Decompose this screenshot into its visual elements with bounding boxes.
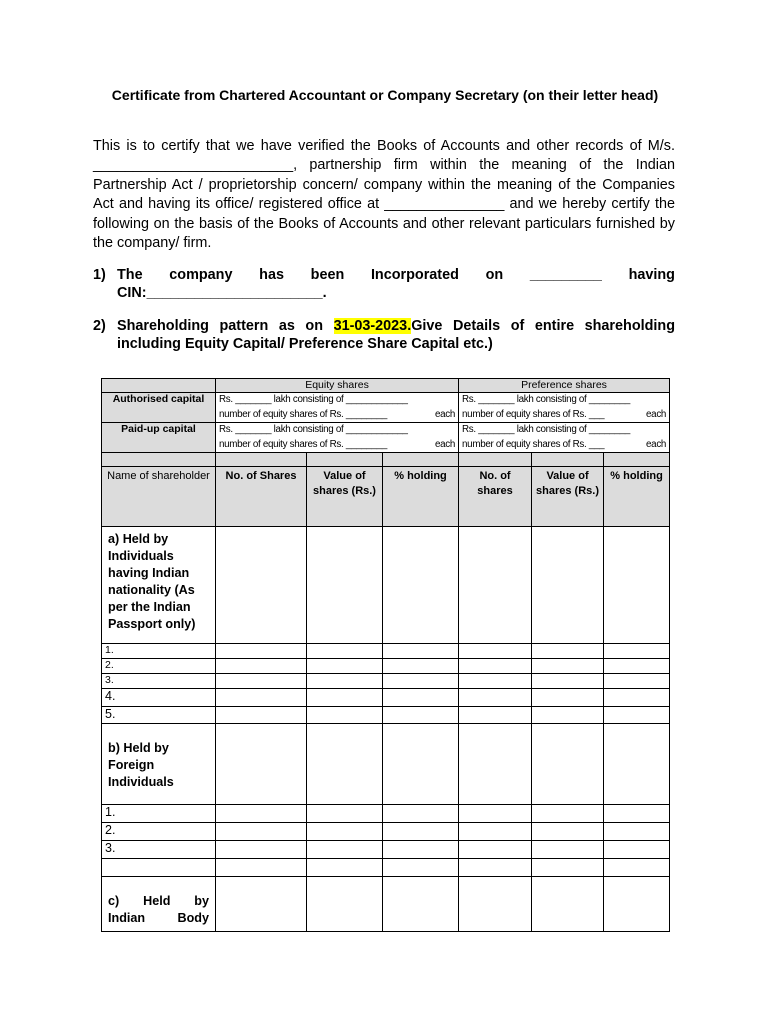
column-header-pct-equity: % holding	[383, 467, 459, 527]
section-c-word: Held	[143, 894, 171, 908]
data-cell[interactable]	[383, 823, 459, 841]
section-b-label: b) Held by Foreign Individuals	[102, 724, 216, 805]
data-cell[interactable]	[216, 659, 307, 674]
data-cell[interactable]	[532, 659, 604, 674]
table-row	[102, 674, 670, 689]
item-1-word: having	[628, 267, 675, 283]
data-cell[interactable]	[459, 707, 532, 724]
spacer-cell	[459, 453, 532, 467]
data-cell[interactable]	[216, 805, 307, 823]
authorised-equity-cell	[216, 393, 459, 423]
row-number: 3.	[102, 841, 216, 859]
data-cell[interactable]	[216, 644, 307, 659]
item-2-text	[117, 317, 675, 353]
data-cell[interactable]	[383, 877, 459, 932]
data-cell[interactable]	[216, 823, 307, 841]
authorised-equity-line2: number of equity shares of Rs. ________	[219, 408, 388, 420]
item-1-number: 1)	[93, 267, 106, 283]
row-number: 5.	[102, 707, 216, 724]
table-row	[102, 644, 670, 659]
data-cell[interactable]	[459, 805, 532, 823]
data-cell[interactable]	[459, 689, 532, 707]
data-cell[interactable]	[532, 877, 604, 932]
data-cell[interactable]	[604, 859, 670, 877]
data-cell[interactable]	[459, 823, 532, 841]
data-cell[interactable]	[604, 644, 670, 659]
data-cell[interactable]	[307, 724, 383, 805]
spacer-cell	[383, 453, 459, 467]
item-1-word: been	[310, 267, 345, 283]
data-cell[interactable]	[383, 644, 459, 659]
data-cell[interactable]	[532, 841, 604, 859]
data-cell[interactable]	[604, 823, 670, 841]
data-cell[interactable]	[216, 859, 307, 877]
data-cell[interactable]	[532, 689, 604, 707]
data-cell[interactable]	[604, 805, 670, 823]
item-1-incorporation	[93, 266, 675, 302]
data-cell[interactable]	[307, 877, 383, 932]
data-cell[interactable]	[307, 859, 383, 877]
authorised-capital-label: Authorised capital	[102, 393, 216, 423]
column-header-no-shares-pref: No. of shares	[459, 467, 532, 527]
table-row	[102, 805, 670, 823]
spacer-cell	[102, 453, 216, 467]
data-cell[interactable]	[604, 689, 670, 707]
data-cell[interactable]	[383, 659, 459, 674]
item-2-date-highlight: 31-03-2023.	[333, 318, 412, 334]
row-number: 4.	[102, 689, 216, 707]
paidup-equity-line1: Rs. _______ lakh consisting of ____________	[219, 424, 408, 435]
data-cell[interactable]	[307, 689, 383, 707]
column-header-name: Name of shareholder	[102, 467, 216, 527]
paidup-preference-cell	[459, 423, 670, 453]
data-cell[interactable]	[216, 841, 307, 859]
data-cell[interactable]	[307, 805, 383, 823]
data-cell[interactable]	[604, 877, 670, 932]
data-cell[interactable]	[532, 644, 604, 659]
row-number: 1.	[102, 805, 216, 823]
authorised-preference-cell	[459, 393, 670, 423]
column-header-pct-pref: % holding	[604, 467, 670, 527]
data-cell[interactable]	[383, 707, 459, 724]
paidup-pref-line1: Rs. _______ lakh consisting of ________	[462, 424, 631, 435]
section-a-label: a) Held by Individuals having Indian nationality (As per the Indian Passport only)	[102, 527, 216, 644]
data-cell[interactable]	[604, 724, 670, 805]
row-number: 2.	[102, 659, 216, 674]
authorised-equity-each: each	[434, 408, 456, 420]
item-2-number: 2)	[93, 318, 106, 334]
data-cell[interactable]	[459, 644, 532, 659]
authorised-equity-line1: Rs. _______ lakh consisting of ____________	[219, 394, 408, 405]
data-cell[interactable]	[459, 674, 532, 689]
data-cell[interactable]	[532, 707, 604, 724]
data-cell[interactable]	[604, 841, 670, 859]
table-row	[102, 841, 670, 859]
data-cell[interactable]	[307, 527, 383, 644]
spacer-cell	[307, 453, 383, 467]
item-2-suffix: Give Details of entire shareholding including Equity Capital/ Preference Share Capital etc.)	[117, 318, 675, 352]
item-1-word: _________	[529, 267, 602, 283]
column-header-value-equity: Value of shares (Rs.)	[307, 467, 383, 527]
data-cell[interactable]	[216, 527, 307, 644]
item-2-prefix: Shareholding pattern as on	[117, 318, 334, 334]
intro-paragraph: This is to certify that we have verified the Books of Accounts and other records of M/s. _________________________, partnership firm within the meaning of the Indian Partnership Act / proprietorship concern/ company within the meaning of the Companies Act and having its office/ registered office at _______________ and we hereby certify the following on the basis of the Books of Accounts and other relevant particulars furnished by the company/ firm.	[93, 138, 675, 252]
paidup-equity-each: each	[434, 438, 456, 450]
data-cell[interactable]	[459, 724, 532, 805]
item-2-shareholding	[93, 317, 675, 353]
data-cell[interactable]	[532, 823, 604, 841]
item-1-word: The	[117, 267, 143, 283]
data-cell[interactable]	[604, 659, 670, 674]
data-cell[interactable]	[216, 877, 307, 932]
authorised-pref-each: each	[646, 408, 667, 420]
data-cell[interactable]	[604, 674, 670, 689]
spacer-cell	[532, 453, 604, 467]
row-number: 1.	[102, 644, 216, 659]
data-cell[interactable]	[307, 644, 383, 659]
table-row	[102, 659, 670, 674]
data-cell[interactable]	[459, 859, 532, 877]
paidup-pref-line2: number of equity shares of Rs. ___	[462, 438, 605, 450]
table-row	[102, 689, 670, 707]
item-1-line1	[117, 266, 675, 284]
data-cell[interactable]	[383, 805, 459, 823]
item-1-word: company	[169, 267, 233, 283]
section-c-word: by	[194, 894, 209, 908]
certificate-title: Certificate from Chartered Accountant or Company Secretary (on their letter head)	[111, 87, 659, 103]
paidup-equity-line2: number of equity shares of Rs. ________	[219, 438, 388, 450]
table-row	[102, 823, 670, 841]
authorised-pref-line2: number of equity shares of Rs. ___	[462, 408, 605, 420]
column-header-no-shares-equity: No. of Shares	[216, 467, 307, 527]
data-cell[interactable]	[307, 659, 383, 674]
table-row	[102, 707, 670, 724]
equity-shares-header: Equity shares	[216, 379, 459, 393]
data-cell[interactable]	[307, 823, 383, 841]
item-1-word: Incorporated	[370, 267, 459, 283]
row-number: 2.	[102, 823, 216, 841]
data-cell[interactable]	[383, 841, 459, 859]
preference-shares-header: Preference shares	[459, 379, 670, 393]
data-cell[interactable]	[532, 805, 604, 823]
spacer-cell	[216, 453, 307, 467]
data-cell[interactable]	[459, 527, 532, 644]
data-cell[interactable]	[216, 689, 307, 707]
section-c-word: Indian	[108, 911, 146, 925]
row-number: 3.	[102, 674, 216, 689]
data-cell[interactable]	[604, 527, 670, 644]
item-1-word: on	[485, 267, 504, 283]
empty-cell	[102, 859, 216, 877]
data-cell[interactable]	[383, 527, 459, 644]
data-cell[interactable]	[459, 659, 532, 674]
data-cell[interactable]	[307, 674, 383, 689]
spacer-cell	[604, 453, 670, 467]
corner-cell	[102, 379, 216, 393]
data-cell[interactable]	[216, 724, 307, 805]
paidup-pref-each: each	[646, 438, 667, 450]
item-1-word: has	[259, 267, 284, 283]
column-header-value-pref: Value of shares (Rs.)	[532, 467, 604, 527]
data-cell[interactable]	[383, 859, 459, 877]
data-cell[interactable]	[307, 707, 383, 724]
section-c-word: c)	[108, 894, 120, 908]
data-cell[interactable]	[459, 877, 532, 932]
shareholding-table	[101, 378, 670, 932]
data-cell[interactable]	[383, 689, 459, 707]
table-row	[102, 859, 670, 877]
data-cell[interactable]	[216, 674, 307, 689]
data-cell[interactable]	[383, 674, 459, 689]
data-cell[interactable]	[532, 674, 604, 689]
section-c-word: Body	[177, 911, 209, 925]
data-cell[interactable]	[307, 841, 383, 859]
data-cell[interactable]	[532, 724, 604, 805]
section-c-label	[102, 877, 216, 932]
data-cell[interactable]	[532, 527, 604, 644]
data-cell[interactable]	[383, 724, 459, 805]
item-1-cin-line: CIN:______________________.	[117, 285, 327, 301]
authorised-pref-line1: Rs. _______ lakh consisting of ________	[462, 394, 631, 405]
paidup-equity-cell	[216, 423, 459, 453]
paidup-capital-label: Paid-up capital	[102, 423, 216, 453]
data-cell[interactable]	[532, 859, 604, 877]
data-cell[interactable]	[604, 707, 670, 724]
data-cell[interactable]	[459, 841, 532, 859]
data-cell[interactable]	[216, 707, 307, 724]
